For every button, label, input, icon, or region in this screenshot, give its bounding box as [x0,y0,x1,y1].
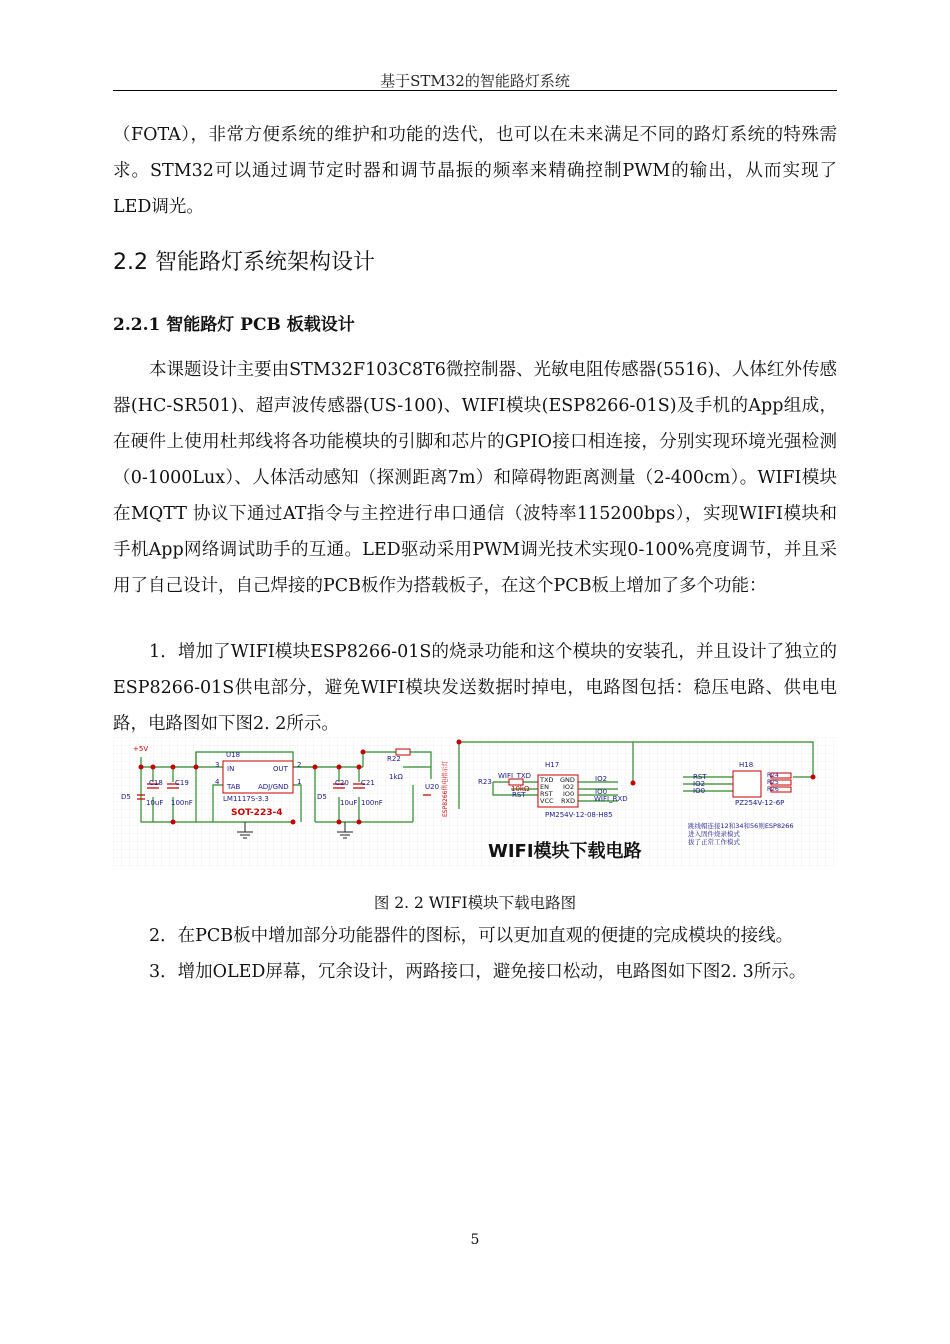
svg-text:IO2: IO2 [693,780,706,788]
svg-text:进入固件烧录模式: 进入固件烧录模式 [688,830,740,838]
svg-text:C20: C20 [335,779,349,787]
svg-text:U18: U18 [226,751,241,759]
circuit-title: WIFI模块下载电路 [488,841,642,862]
svg-text:1: 1 [297,778,302,786]
svg-text:跳线帽连接12和34和56则ESP8266: 跳线帽连接12和34和56则ESP8266 [688,822,794,830]
svg-text:IO2: IO2 [595,775,608,783]
svg-text:D5: D5 [317,793,327,801]
svg-text:ESP8266供电指示灯: ESP8266供电指示灯 [442,760,449,817]
svg-text:PM254V-12-08-H85: PM254V-12-08-H85 [545,811,613,819]
svg-text:SOT-223-4: SOT-223-4 [231,808,283,818]
subsection-title: 2.2.1 智能路灯 PCB 板载设计 [113,315,355,335]
page-number: 5 [470,1232,480,1248]
svg-text:R22: R22 [387,755,401,763]
svg-text:OUT: OUT [273,765,288,773]
intro-paragraph: （FOTA），非常方便系统的维护和功能的迭代，也可以在未来满足不同的路灯系统的特殊需求。STM32可以通过调节定时器和调节晶振的频率来精确控制PWM的输出，从而实现了LED调光。 [113,125,837,217]
svg-text:H18: H18 [739,761,754,769]
svg-text:1kΩ: 1kΩ [389,773,403,781]
svg-text:RST: RST [693,773,707,781]
svg-text:U20: U20 [425,783,440,791]
svg-text:GND: GND [560,776,575,784]
svg-text:WIFI_RXD: WIFI_RXD [594,795,628,803]
svg-text:C19: C19 [175,779,189,787]
svg-text:IO2: IO2 [563,783,575,791]
svg-text:IO0: IO0 [563,790,575,798]
svg-text:R24: R24 [767,772,779,779]
svg-text:10uF: 10uF [146,799,164,807]
svg-text:IO0: IO0 [595,788,608,796]
svg-text:RST: RST [540,790,553,798]
svg-text:C18: C18 [149,779,163,787]
figure-caption: 图 2. 2 WIFI模块下载电路图 [373,894,577,912]
svg-text:R23: R23 [478,778,492,786]
svg-text:LM1117S-3.3: LM1117S-3.3 [223,795,269,803]
svg-text:EN: EN [540,783,549,791]
svg-text:100nF: 100nF [361,799,383,807]
svg-text:H17: H17 [545,761,560,769]
list-item-2: 2．在PCB板中增加部分功能器件的图标，可以更加直观的便捷的完成模块的接线。 [149,926,794,946]
svg-text:VCC: VCC [540,797,554,805]
running-header: 基于STM32的智能路灯系统 [380,72,570,90]
svg-text:PZ254V-12-6P: PZ254V-12-6P [735,799,785,807]
svg-text:TAB: TAB [227,783,241,791]
svg-text:R26: R26 [767,786,779,793]
list-item-3: 3．增加OLED屏幕，冗余设计，两路接口，避免接口松动，电路图如下图2. 3所示。 [149,962,807,982]
list-item-1: 1．增加了WIFI模块ESP8266-01S的烧录功能和这个模块的安装孔，并且设计了独立的ESP8266-01S供电部分，避免WIFI模块发送数据时掉电，电路图包括：稳压电路、供电电路，电路图如下图2. 2所示。 [113,642,837,734]
svg-text:拔了正常工作模式: 拔了正常工作模式 [688,838,740,846]
svg-text:ADJ/GND: ADJ/GND [258,783,289,791]
svg-text:IO0: IO0 [693,787,706,795]
header-rule [113,90,837,91]
svg-text:3: 3 [215,761,220,769]
svg-text:2: 2 [297,761,302,769]
svg-text:RXD: RXD [561,797,575,805]
body-paragraph-1: 本课题设计主要由STM32F103C8T6微控制器、光敏电阻传感器(5516)、人体红外传感器(HC-SR501)、超声波传感器(US-100)、WIFI模块(ESP8266-01S)及手机的App组成，在硬件上使用杜邦线将各功能模块的引脚和芯片的GPIO接口相连接，分别实现环境光强检测（0-1000Lux）、人体活动感知（探测距离7m）和障碍物距离测量（2-400cm）。WIFI模块在MQTT 协议下通过AT指令与主控进行串口通信（波特率115200bps），实现WIFI模块和手机App网络调试助手的互通。LED驱动采用PWM调光技术实现0-100%亮度调节，并且采用了自己设计，自己焊接的PCB板作为搭载板子，在这个PCB板上增加了多个功能： [113,360,837,596]
svg-text:+5V: +5V [133,745,149,753]
section-title: 2.2 智能路灯系统架构设计 [113,250,375,275]
svg-text:WIFI_TXD: WIFI_TXD [498,772,532,780]
wifi-download-circuit [113,737,837,869]
svg-text:D5: D5 [121,793,131,801]
svg-text:10kΩ: 10kΩ [511,785,530,793]
svg-text:R25: R25 [767,779,779,786]
svg-text:100nF: 100nF [171,799,193,807]
h18-connector [733,771,761,797]
svg-text:TXD: TXD [540,776,554,784]
svg-text:4: 4 [215,778,220,786]
svg-text:C21: C21 [361,779,375,787]
svg-text:10uF: 10uF [340,799,358,807]
svg-text:RST: RST [512,791,526,799]
svg-text:IN: IN [227,765,235,773]
